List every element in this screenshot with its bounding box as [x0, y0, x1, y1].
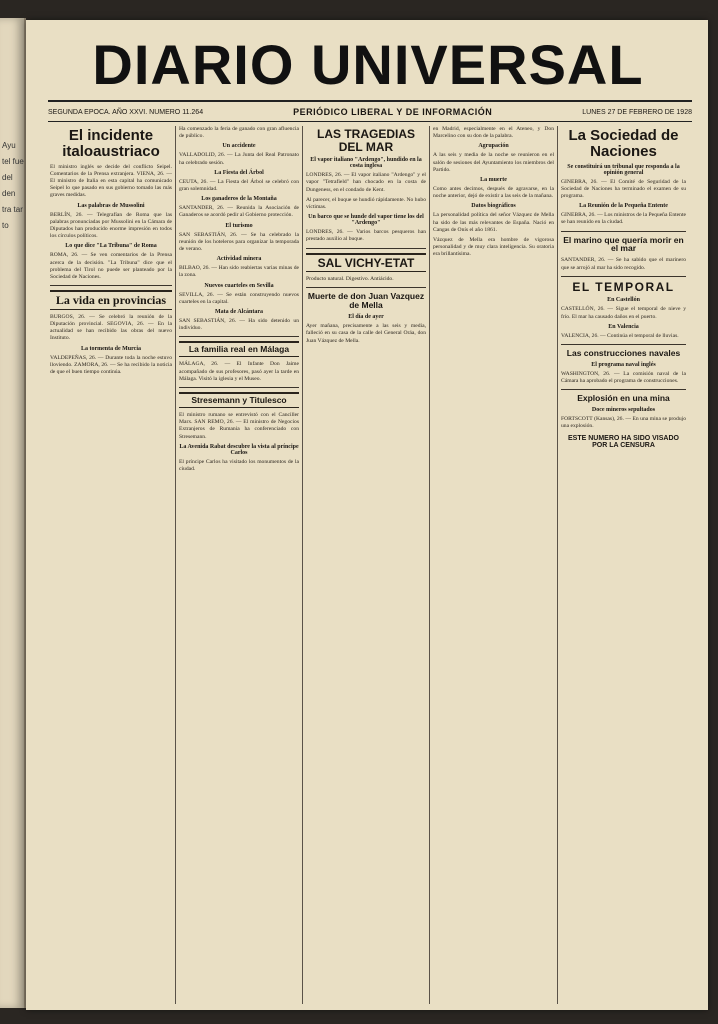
advert-headline: SAL VICHY-ETAT — [306, 253, 426, 273]
article-body: BILBAO, 26. — Han sido reabiertas varias minas de la zona. — [179, 265, 299, 279]
article-body: en Madrid, especialmente en el Ateneo, y Don Marcelino con su don de la palabra. — [433, 126, 554, 140]
edition-line: SEGUNDA EPOCA. AÑO XXVI. NUMERO 11.264 — [48, 108, 204, 116]
column-1 — [50, 126, 172, 1004]
column-divider — [175, 126, 176, 1004]
article-body: SAN SEBASTIÁN, 26. — Ha sido detenido un individuo. — [179, 318, 299, 332]
article-subhead: La muerte — [480, 177, 507, 184]
article-body: FORTSCOTT (Kansas), 26. — En una mina se produjo una explosión. — [561, 416, 686, 430]
section-rule — [306, 248, 426, 249]
article-subhead: Actividad minera — [216, 256, 262, 263]
article-subhead: Mata de Alcántara — [215, 309, 263, 316]
column-divider — [557, 126, 558, 1004]
facing-page-edge — [0, 18, 26, 1008]
article-body: El ministro inglés se decide del conflicto Seipel. Comentarios de la Prensa extranjera. VIENA, 26. — El ministro de Italia en esta capital ha comunicado Seipel lo que pasado en sus gobierno tomado las más graves medidas. — [50, 163, 172, 199]
facing-page-text: Ayu tel fue del den tra tar to — [2, 141, 24, 230]
article-body: SAN SEBASTIÁN, 26. — Se ha celebrado la reunión de los hoteleros para organizar la temporada de verano. — [179, 231, 299, 253]
article-body: LONDRES, 26. — Varios barcos pesqueros han prestado auxilio al buque. — [306, 229, 426, 243]
article-body: El ministro rumano se entrevistó con el Canciller Marx. SAN REMO, 26. — El ministro de Negocios Extranjeros de Rumania ha conferenciado con Stresemann. — [179, 411, 299, 440]
section-rule — [179, 336, 299, 337]
column-4 — [433, 126, 554, 1004]
article-body: VALLADOLID, 26. — La Junta del Real Patronato ha celebrado sesión. — [179, 152, 299, 166]
article-body: VALENCIA, 26. — Continúa el temporal de lluvias. — [561, 332, 679, 339]
article-headline: Las construcciones navales — [566, 347, 681, 358]
column-divider — [429, 126, 430, 1004]
article-subhead: El día de ayer — [348, 314, 384, 321]
article-subhead: Lo que dice "La Tribuna" de Roma — [65, 243, 157, 250]
article-headline: La Sociedad de Naciones — [568, 127, 679, 160]
masthead-rule-top — [48, 100, 692, 102]
column-2 — [179, 126, 299, 1004]
article-headline: La familia real en Málaga — [179, 341, 299, 357]
article-subhead: Un barco que se hunde del vapor tiene los del "Ardengo" — [308, 214, 424, 227]
article-body: Al parecer, el buque se hundió rápidamente. No hubo víctimas. — [306, 196, 426, 210]
issue-date: LUNES 27 DE FEBRERO DE 1928 — [582, 108, 692, 116]
article-subhead: Doce mineros sepultados — [591, 407, 656, 414]
article-subhead: Los ganaderos de la Montaña — [201, 196, 277, 203]
article-body: Vázquez de Mella era hombre de vigorosa personalidad y de muy clara inteligencia. Su oratoria era brillantísima. — [433, 237, 554, 258]
newspaper-page — [26, 20, 708, 1010]
tagline: PERIÓDICO LIBERAL Y DE INFORMACIÓN — [293, 107, 493, 117]
section-rule — [50, 285, 172, 286]
article-body: La personalidad política del señor Vázquez de Mella ha sido de las más relevantes de España. Nació en Cangas de Onís el año 1861. — [433, 212, 554, 233]
article-body: GINEBRA, 26. — Los ministros de la Pequeña Entente se han reunido en la ciudad. — [561, 212, 686, 226]
article-subhead: Nuevos cuarteles en Sevilla — [204, 282, 274, 289]
masthead-rule-bottom — [48, 121, 692, 122]
article-body: BURGOS, 26. — Se celebró la reunión de la Diputación provincial. SEGOVIA, 26. — En la actualidad se han recibido las obras del nuevo Instituto. — [50, 313, 172, 342]
section-rule — [561, 344, 686, 345]
article-headline: LAS TRAGEDIAS DEL MAR — [316, 127, 415, 154]
section-rule — [561, 231, 686, 232]
article-body: WASHINGTON, 26. — La comisión naval de la Cámara ha aprobado el programa de construcciones. — [561, 370, 686, 385]
masthead-title: DIARIO UNIVERSAL — [92, 33, 644, 96]
article-subhead: La tormenta de Murcia — [80, 345, 142, 352]
article-body: SANTANDER, 26. — Reunida la Asociación de Ganaderos se acordó pedir al Gobierno protección. — [179, 205, 299, 219]
article-body: Ha comenzado la feria de ganado con gran afluencia de público. — [179, 126, 299, 140]
article-headline: Stresemann y Titulesco — [179, 392, 299, 408]
article-subhead: El vapor italiano "Ardengo", hundido en la costa inglesa — [310, 157, 422, 170]
advert-body: Producto natural. Digestivo. Antiácido. — [306, 276, 394, 283]
column-divider — [302, 126, 303, 1004]
section-rule — [561, 389, 686, 390]
article-subhead: El turismo — [225, 222, 253, 229]
article-subhead: Se constituirá un tribunal que responda a la opinión general — [567, 163, 680, 176]
section-rule — [561, 276, 686, 277]
article-subhead: En Valencia — [608, 323, 639, 330]
article-subhead: Las palabras de Mussolini — [77, 202, 145, 209]
article-subhead: En Castellón — [607, 297, 640, 304]
article-headline: Muerte de don Juan Vazquez de Mella — [307, 291, 425, 311]
article-body: MÁLAGA, 26. — El Infante Don Jaime acompañado de sus profesores, pasó ayer la tarde en Málaga. Visitó la iglesia y el Museo. — [179, 361, 299, 382]
article-body: LONDRES, 26. — El vapor italiano "Ardengo" y el vapor "Tetrafield" han chocado en la costa de Dungeness, en el condado de Kent. — [306, 172, 426, 193]
article-body: BERLÍN, 26. — Telegrafían de Roma que las palabras pronunciadas por Mussolini en la Cámara de Diputados han producido enorme impresión en todos los círculos políticos. — [50, 211, 172, 240]
masthead-subheader — [48, 104, 692, 120]
section-rule — [179, 387, 299, 388]
article-subhead: La Reunión de la Pequeña Entente — [579, 203, 668, 210]
article-headline: Explosión en una mina — [577, 393, 670, 404]
article-body: Como antes decimos, después de agravarse, en la noche anterior, dejó de existir a las seis de la mañana. — [433, 186, 554, 200]
article-subhead: Datos biográficos — [471, 203, 516, 210]
article-headline: El incidente italoaustriaco — [62, 127, 160, 160]
article-subhead: Agrupación — [478, 143, 509, 150]
article-body: GINEBRA, 26. — El Comité de Seguridad de la Sociedad de Naciones ha terminado el examen de su programa. — [561, 178, 686, 199]
article-body: SANTANDER, 26. — Se ha sabido que el marinero que se arrojó al mar ha sido recogido. — [561, 257, 686, 271]
article-subhead: El programa naval inglés — [591, 361, 656, 368]
article-headline: EL TEMPORAL — [572, 279, 675, 294]
article-body: SEVILLA, 26. — Se están construyendo nuevos cuarteles en la capital. — [179, 291, 299, 305]
article-body: CEUTA, 26. — La Fiesta del Árbol se celebró con gran solemnidad. — [179, 178, 299, 193]
article-headline: El marino que quería morir en el mar — [563, 234, 684, 254]
article-body: CASTELLÓN, 26. — Sigue el temporal de nieve y frío. El mar ha causado daños en el puerto. — [561, 306, 686, 320]
article-subhead: La Avenida Rabat descubre la vista al príncipe Carlos — [179, 443, 299, 456]
article-body: A las seis y media de la noche se reunieron en el salón de sesiones del Ayuntamiento los miembros del Partido. — [433, 152, 554, 173]
censorship-notice: ESTE NUMERO HA SIDO VISADO POR LA CENSURA — [568, 434, 679, 449]
article-subhead: La Fiesta del Árbol — [214, 169, 264, 176]
column-5 — [561, 126, 686, 1004]
article-body: VALDEPEÑAS, 26. — Durante toda la noche estuvo lloviendo. ZAMORA, 26. — Se ha recibido la noticia de que el buen tiempo continúa. — [50, 354, 172, 375]
article-body: ROMA, 26. — Se ven comentarios de la Prensa acerca de la decisión. "La Tribuna" dice que el problema del Tirol no puede ser planteado por la Sociedad de Naciones. — [50, 252, 172, 280]
column-3 — [306, 126, 426, 1004]
section-rule — [306, 287, 426, 288]
article-body: Ayer mañana, precisamente a las seis y media, falleció en su casa de la calle del General Oráa, don Juan Vázquez de Mella. — [306, 323, 426, 344]
article-headline: La vida en provincias — [50, 290, 172, 310]
article-body: El príncipe Carlos ha visitado los monumentos de la ciudad. — [179, 458, 299, 472]
article-subhead: Un accidente — [222, 143, 256, 150]
